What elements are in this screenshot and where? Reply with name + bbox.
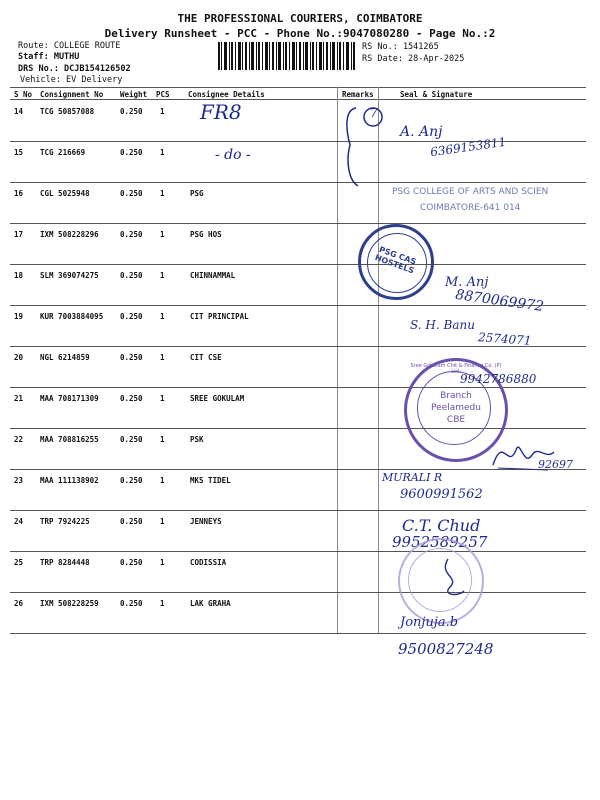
sree-gokulam-stamp-ring-text: Sree Gokulam Chit & Finance Co. (P) Ltd. — [410, 363, 502, 375]
table-row — [0, 223, 600, 264]
rs-date: RS Date: 28-Apr-2025 — [362, 54, 465, 64]
handwritten-consignee-fr8: FR8 — [200, 100, 242, 124]
company-title: THE PROFESSIONAL COURIERS, COIMBATORE — [177, 12, 423, 25]
row-consignment-no: TCG 216669 — [40, 148, 86, 157]
row-consignee: CIT CSE — [190, 353, 222, 362]
row-weight: 0.250 — [120, 230, 143, 239]
row-pcs: 1 — [160, 271, 165, 280]
row-sno: 17 — [14, 230, 24, 239]
row-consignment-no: CGL 5025948 — [40, 189, 90, 198]
handwritten-ditto: - do - — [215, 147, 251, 163]
row-weight: 0.250 — [120, 148, 143, 157]
runsheet-subtitle: Delivery Runsheet - PCC - Phone No.:9047080280 - Page No.:2 — [104, 27, 496, 40]
remarks-brace-mark — [336, 100, 396, 190]
col-header-consignment: Consignment No — [40, 90, 104, 99]
row-consignment-no: MAA 708171309 — [40, 394, 99, 403]
row-weight: 0.250 — [120, 517, 143, 526]
row-consignment-no: SLM 369074275 — [40, 271, 99, 280]
signature-phone-row26: 9500827248 — [398, 640, 494, 658]
signature-row24: C.T. Chud — [402, 516, 481, 535]
route-label: Route: COLLEGE ROUTE — [18, 41, 121, 51]
row-consignee: JENNEYS — [190, 517, 222, 526]
col-header-weight: Weight — [120, 90, 148, 99]
row-consignee: CIT PRINCIPAL — [190, 312, 249, 321]
table-top-border — [10, 87, 586, 88]
signature-phone-row23: 92697 — [538, 458, 573, 471]
sree-gokulam-stamp-area: Peelamedu — [431, 403, 481, 413]
psg-college-stamp-line1: PSG COLLEGE OF ARTS AND SCIEN — [392, 187, 549, 197]
row-weight: 0.250 — [120, 312, 143, 321]
rs-number: RS No.: 1541265 — [362, 42, 439, 52]
row-pcs: 1 — [160, 435, 165, 444]
row-weight: 0.250 — [120, 558, 143, 567]
row-sno: 25 — [14, 558, 24, 567]
row-consignment-no: TCG 50857088 — [40, 107, 95, 116]
signature-phone-row14: 6369153811 — [429, 134, 507, 160]
signature-phone-row24: 9952589257 — [392, 533, 488, 551]
signature-phone-row23b: 9600991562 — [400, 487, 483, 502]
col-header-consignee: Consignee Details — [188, 90, 265, 99]
row-consignee: CHINNAMMAL — [190, 271, 236, 280]
row-weight: 0.250 — [120, 189, 143, 198]
row-pcs: 1 — [160, 599, 165, 608]
vehicle-label: Vehicle: EV Delivery — [20, 75, 123, 85]
row-consignee: LAK GRAHA — [190, 599, 231, 608]
row-consignee: MKS TIDEL — [190, 476, 231, 485]
table-row — [0, 387, 600, 428]
row-pcs: 1 — [160, 517, 165, 526]
table-row — [0, 469, 600, 510]
row-consignment-no: TRP 8284448 — [40, 558, 90, 567]
row-consignee: PSK — [190, 435, 204, 444]
table-row — [0, 551, 600, 592]
row-weight: 0.250 — [120, 599, 143, 608]
sree-gokulam-stamp-branch: Branch — [440, 391, 472, 401]
sree-gokulam-stamp-city: CBE — [446, 415, 466, 425]
row-consignee: SREE GOKULAM — [190, 394, 245, 403]
row-sno: 14 — [14, 107, 24, 116]
row-consignment-no: IXM 508228296 — [40, 230, 99, 239]
signature-phone-row18: 8870069972 — [454, 286, 545, 316]
row-weight: 0.250 — [120, 476, 143, 485]
barcode-graphic — [218, 42, 356, 70]
row-consignment-no: MAA 111138902 — [40, 476, 99, 485]
row-sno: 22 — [14, 435, 24, 444]
remarks-circled-number: 7 — [370, 106, 378, 120]
row-consignment-no: TRP 7924225 — [40, 517, 90, 526]
row-consignee: CODISSIA — [190, 558, 227, 567]
psg-college-stamp-line2: COIMBATORE-641 014 — [420, 203, 521, 213]
row-pcs: 1 — [160, 230, 165, 239]
row-weight: 0.250 — [120, 271, 143, 280]
row-weight: 0.250 — [120, 435, 143, 444]
signature-scribble-row25 — [430, 555, 470, 600]
row-sno: 15 — [14, 148, 24, 157]
row-sno: 21 — [14, 394, 24, 403]
row-sno: 20 — [14, 353, 24, 362]
signature-row14: A. Anj — [400, 124, 443, 140]
row-weight: 0.250 — [120, 353, 143, 362]
row-sno: 23 — [14, 476, 24, 485]
row-pcs: 1 — [160, 148, 165, 157]
row-consignment-no: KUR 7003884095 — [40, 312, 104, 321]
signature-row18: M. Anj — [445, 275, 489, 290]
table-row — [0, 100, 600, 141]
table-bottom-border — [10, 633, 586, 634]
row-sno: 24 — [14, 517, 24, 526]
row-pcs: 1 — [160, 558, 165, 567]
signature-phone-row21: 9942786880 — [460, 372, 537, 386]
signature-row26: Jonjuja.b — [400, 615, 459, 630]
row-pcs: 1 — [160, 394, 165, 403]
col-header-pcs: PCS — [156, 90, 170, 99]
row-sno: 18 — [14, 271, 24, 280]
signature-row19: S. H. Banu — [410, 318, 475, 332]
row-sno: 26 — [14, 599, 24, 608]
table-row — [0, 510, 600, 551]
hostel-stamp-text: PSG CAS HOSTELS — [373, 244, 418, 276]
table-row — [0, 592, 600, 633]
row-weight: 0.250 — [120, 107, 143, 116]
row-sno: 19 — [14, 312, 24, 321]
row-pcs: 1 — [160, 312, 165, 321]
col-header-remarks: Remarks — [342, 90, 374, 99]
row-pcs: 1 — [160, 107, 165, 116]
signature-phone-row19: 2574071 — [477, 330, 532, 348]
row-pcs: 1 — [160, 476, 165, 485]
col-header-seal-signature: Seal & Signature — [400, 90, 473, 99]
row-pcs: 1 — [160, 353, 165, 362]
row-consignment-no: NGL 6214859 — [40, 353, 90, 362]
row-sno: 16 — [14, 189, 24, 198]
row-consignee: PSG HOS — [190, 230, 222, 239]
table-row — [0, 141, 600, 182]
row-consignment-no: MAA 708816255 — [40, 435, 99, 444]
row-consignment-no: IXM 508228259 — [40, 599, 99, 608]
barcode — [218, 42, 356, 70]
row-consignee: PSG — [190, 189, 204, 198]
row-weight: 0.250 — [120, 394, 143, 403]
row-pcs: 1 — [160, 189, 165, 198]
signature-name-row23: MURALI R — [382, 471, 443, 484]
hostel-stamp — [358, 224, 434, 300]
staff-label: Staff: MUTHU — [18, 52, 80, 62]
drs-number: DRS No.: DCJB154126502 — [18, 64, 131, 74]
col-header-sno: S No — [14, 90, 33, 99]
